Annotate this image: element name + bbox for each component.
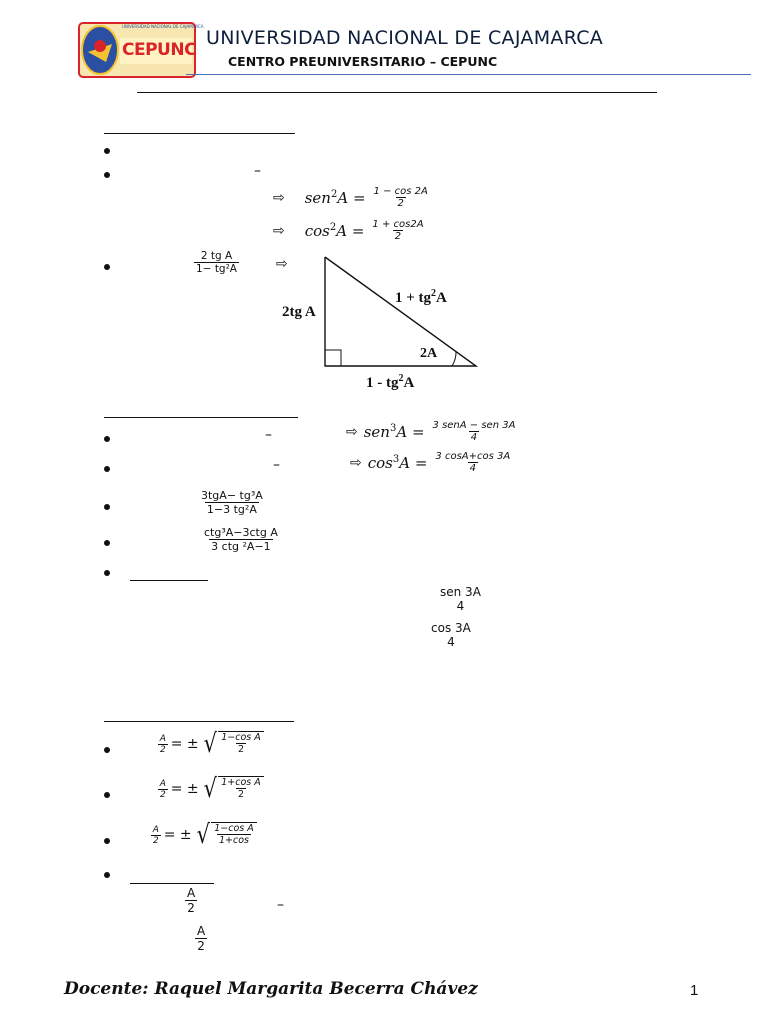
exponent: 3: [389, 422, 397, 434]
denominator: 3 ctg ²A−1: [211, 540, 271, 553]
header-divider: [186, 74, 751, 75]
arrow-icon: ⇨: [350, 454, 362, 471]
triangle-diagram: [280, 250, 490, 400]
section1-heading-rule: [104, 133, 295, 134]
half-num: A: [152, 824, 159, 835]
denominator: 2: [197, 939, 205, 953]
bullet: [104, 838, 110, 844]
arrow-icon: ⇨: [346, 423, 358, 440]
fraction: [431, 420, 518, 443]
denominator: 4: [470, 432, 478, 443]
logo-top-text: UNIVERSIDAD NACIONAL DE CAJAMARCA: [122, 24, 204, 29]
fraction: [372, 186, 430, 209]
denominator: 1− tg²A: [196, 263, 237, 275]
numerator: 1+cos A: [221, 777, 261, 788]
base-exp: 2: [398, 373, 404, 384]
exponent: 2: [330, 188, 338, 200]
hyp-tail: A: [436, 290, 447, 306]
equals-plusminus: = ±: [163, 827, 192, 843]
bullet: [104, 436, 110, 442]
fn-name: cos: [367, 453, 393, 472]
sen3a-over-4: [438, 585, 483, 613]
cos3a-over-4: [429, 621, 473, 649]
bullet: [104, 540, 110, 546]
denominator: 2: [397, 198, 404, 209]
fn-var: A =: [399, 453, 428, 472]
numerator: cos 3A: [431, 621, 471, 635]
half-den: 2: [160, 744, 166, 755]
exponent: 3: [392, 453, 400, 465]
equals-plusminus: = ±: [170, 781, 199, 797]
numerator: 3 cosA+cos 3A: [435, 451, 511, 462]
university-title: UNIVERSIDAD NACIONAL DE CAJAMARCA: [206, 27, 604, 49]
denominator: 2: [394, 231, 402, 242]
half-angle-formula-3: [151, 822, 257, 848]
arrow-icon: ⇨: [276, 256, 288, 272]
fraction: [370, 219, 425, 242]
bullet: [104, 466, 110, 472]
fn-name: cos: [304, 221, 330, 240]
formula-sen2: [273, 186, 430, 209]
half-a-fraction: [185, 886, 197, 915]
footer-docente: Docente: Raquel Margarita Becerra Chávez: [64, 979, 478, 999]
side-opposite-label: 2tg A: [282, 304, 316, 320]
numerator: sen 3A: [440, 585, 481, 599]
title-rule: [137, 92, 657, 93]
university-logo: [78, 22, 204, 78]
formula-cos3: [350, 451, 512, 474]
subheading-rule: [130, 883, 214, 884]
bullet: [104, 504, 110, 510]
bullet: [104, 264, 110, 270]
formula-cos2: [273, 219, 426, 242]
section3-heading-rule: [104, 721, 294, 722]
tan-double-fraction: [194, 250, 239, 275]
fraction: [433, 451, 512, 474]
half-den: 2: [153, 835, 159, 846]
numerator: A: [197, 924, 206, 938]
denominator: 1−3 tg²A: [206, 503, 257, 516]
logo-wordmark: CEPUNC: [122, 40, 197, 60]
denominator: 2: [237, 744, 245, 755]
subheading-rule: [130, 580, 208, 581]
bullet: [104, 172, 110, 178]
arrow-icon: ⇨: [273, 189, 285, 206]
hyp-exp: 2: [431, 288, 437, 299]
numerator: 1 + cos2A: [372, 219, 424, 230]
half-angle-formula-2: [158, 776, 264, 802]
dash: –: [273, 457, 280, 473]
denominator: 4: [469, 463, 476, 474]
fn-var: A =: [337, 188, 366, 207]
denominator: 1+cos: [218, 835, 249, 846]
bullet: [104, 148, 110, 154]
half-num: A: [159, 778, 166, 789]
fn-name: sen: [304, 188, 331, 207]
denominator: 4: [447, 635, 455, 649]
half-num: A: [159, 733, 166, 744]
base-tail: A: [403, 375, 415, 391]
denominator: 4: [456, 599, 465, 613]
page-number: 1: [690, 982, 699, 999]
base-text: 1 - tg: [366, 375, 399, 391]
bullet: [104, 872, 110, 878]
tg3-fraction: [199, 489, 265, 516]
exponent: 2: [329, 221, 337, 233]
half-angle-formula-1: [158, 731, 264, 757]
dash: –: [265, 427, 272, 443]
dash: –: [277, 897, 284, 913]
hyp-text: 1 + tg: [395, 290, 432, 306]
numerator: 3 senA − sen 3A: [432, 420, 516, 431]
bullet: [104, 747, 110, 753]
angle-label: 2A: [420, 346, 438, 361]
center-subtitle: CENTRO PREUNIVERSITARIO – CEPUNC: [228, 54, 498, 69]
denominator: 2: [187, 901, 195, 915]
section2-heading-rule: [104, 417, 298, 418]
formula-sen3: [346, 420, 517, 443]
fn-var: A =: [396, 422, 425, 441]
numerator: 2 tg A: [200, 250, 233, 262]
ctg3-fraction: [202, 526, 280, 553]
arrow-icon: ⇨: [273, 222, 285, 239]
numerator: 1 − cos 2A: [373, 186, 428, 197]
adjacent-label: [366, 373, 414, 392]
half-den: 2: [160, 789, 166, 800]
hypotenuse-label: [395, 288, 447, 307]
sqrt-icon: √: [203, 774, 217, 804]
sqrt-icon: √: [196, 820, 210, 850]
bullet: [104, 570, 110, 576]
denominator: 2: [237, 789, 245, 800]
numerator: 1−cos A: [214, 823, 254, 834]
numerator: A: [187, 886, 196, 900]
dash: –: [254, 163, 261, 179]
half-a-fraction: [195, 924, 207, 953]
bullet: [104, 792, 110, 798]
equals-plusminus: = ±: [170, 736, 199, 752]
fn-var: A =: [336, 221, 365, 240]
numerator: ctg³A−3ctg A: [204, 526, 278, 539]
numerator: 3tgA− tg³A: [201, 489, 263, 502]
numerator: 1−cos A: [221, 732, 261, 743]
sqrt-icon: √: [203, 729, 217, 759]
fn-name: sen: [363, 422, 390, 441]
